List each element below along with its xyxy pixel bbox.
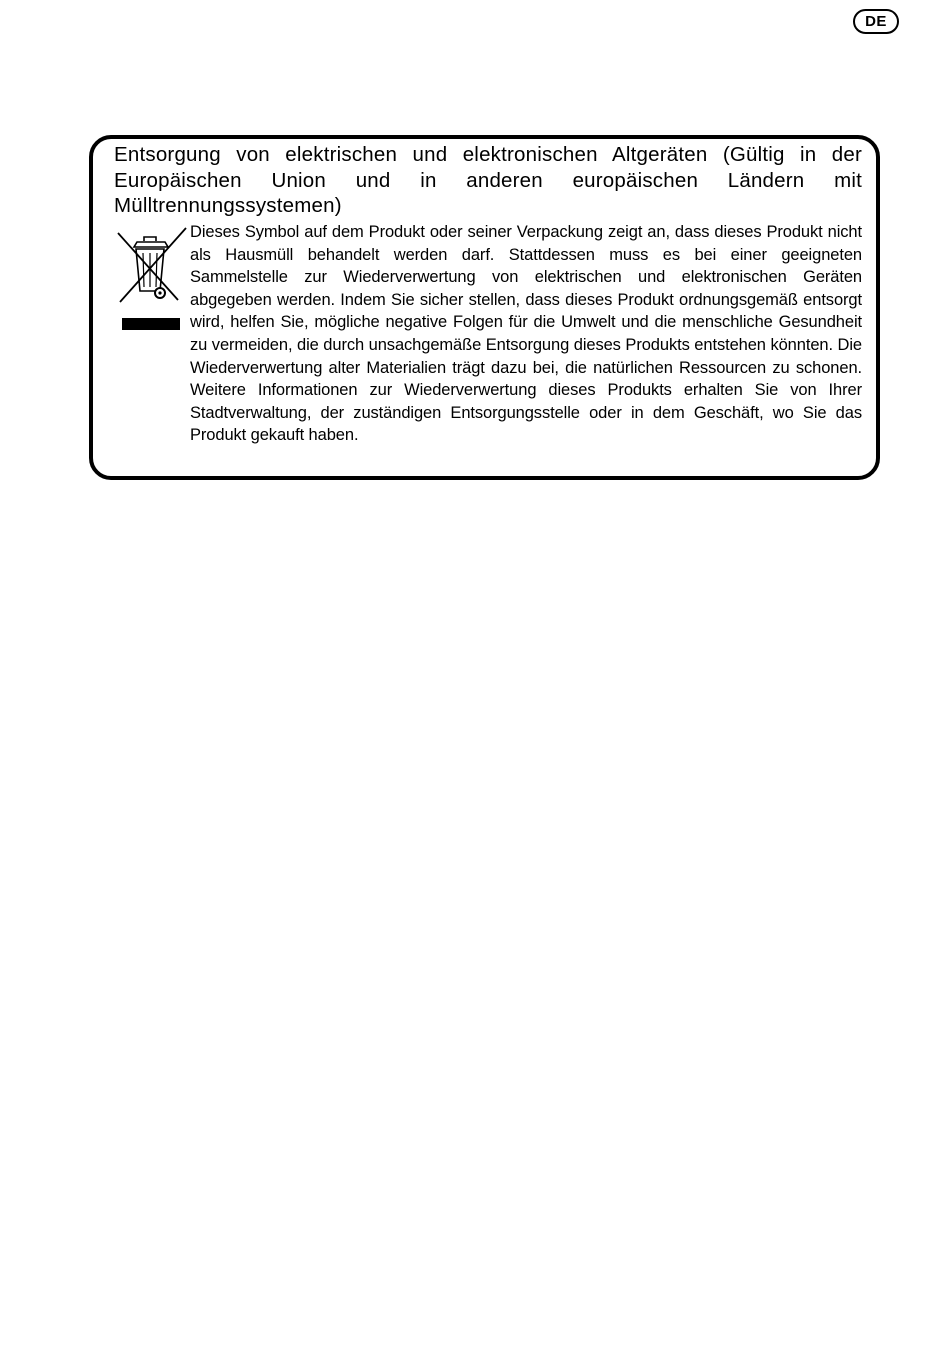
- crossed-out-wheeled-bin-icon: [112, 226, 188, 336]
- language-badge: DE: [853, 9, 899, 34]
- notice-body: Dieses Symbol auf dem Produkt oder seiner Verpackung zeigt an, dass dieses Produkt nicht als Hausmüll behandelt werden darf. Stattdessen muss es bei einer geeigneten Sammelstelle zur Wiederverwertung von elektrischen und elektronischen Geräten abgegeben werden. Indem Sie sicher stellen, dass dieses Produkt ordnungsgemäß entsorgt wird, helfen Sie, mögliche negative Folgen für die Umwelt und die menschliche Gesundheit zu vermeiden, die durch unsachgemäße Entsorgung dieses Produkts entstehen könnten. Die Wiederverwertung alter Materialien trägt dazu bei, die natürlichen Ressourcen zu schonen. Weitere Informationen zur Wiederverwertung dieses Produkts erhalten Sie von Ihrer Stadtverwaltung, der zuständigen Entsorgungsstelle oder in dem Geschäft, wo Sie das Produkt gekauft haben.: [190, 223, 862, 445]
- notice-title: Entsorgung von elektrischen und elektronischen Altgeräten (Gültig in der Europäischen Union und in anderen europäischen Ländern mit Mülltrennungssystemen): [114, 143, 862, 217]
